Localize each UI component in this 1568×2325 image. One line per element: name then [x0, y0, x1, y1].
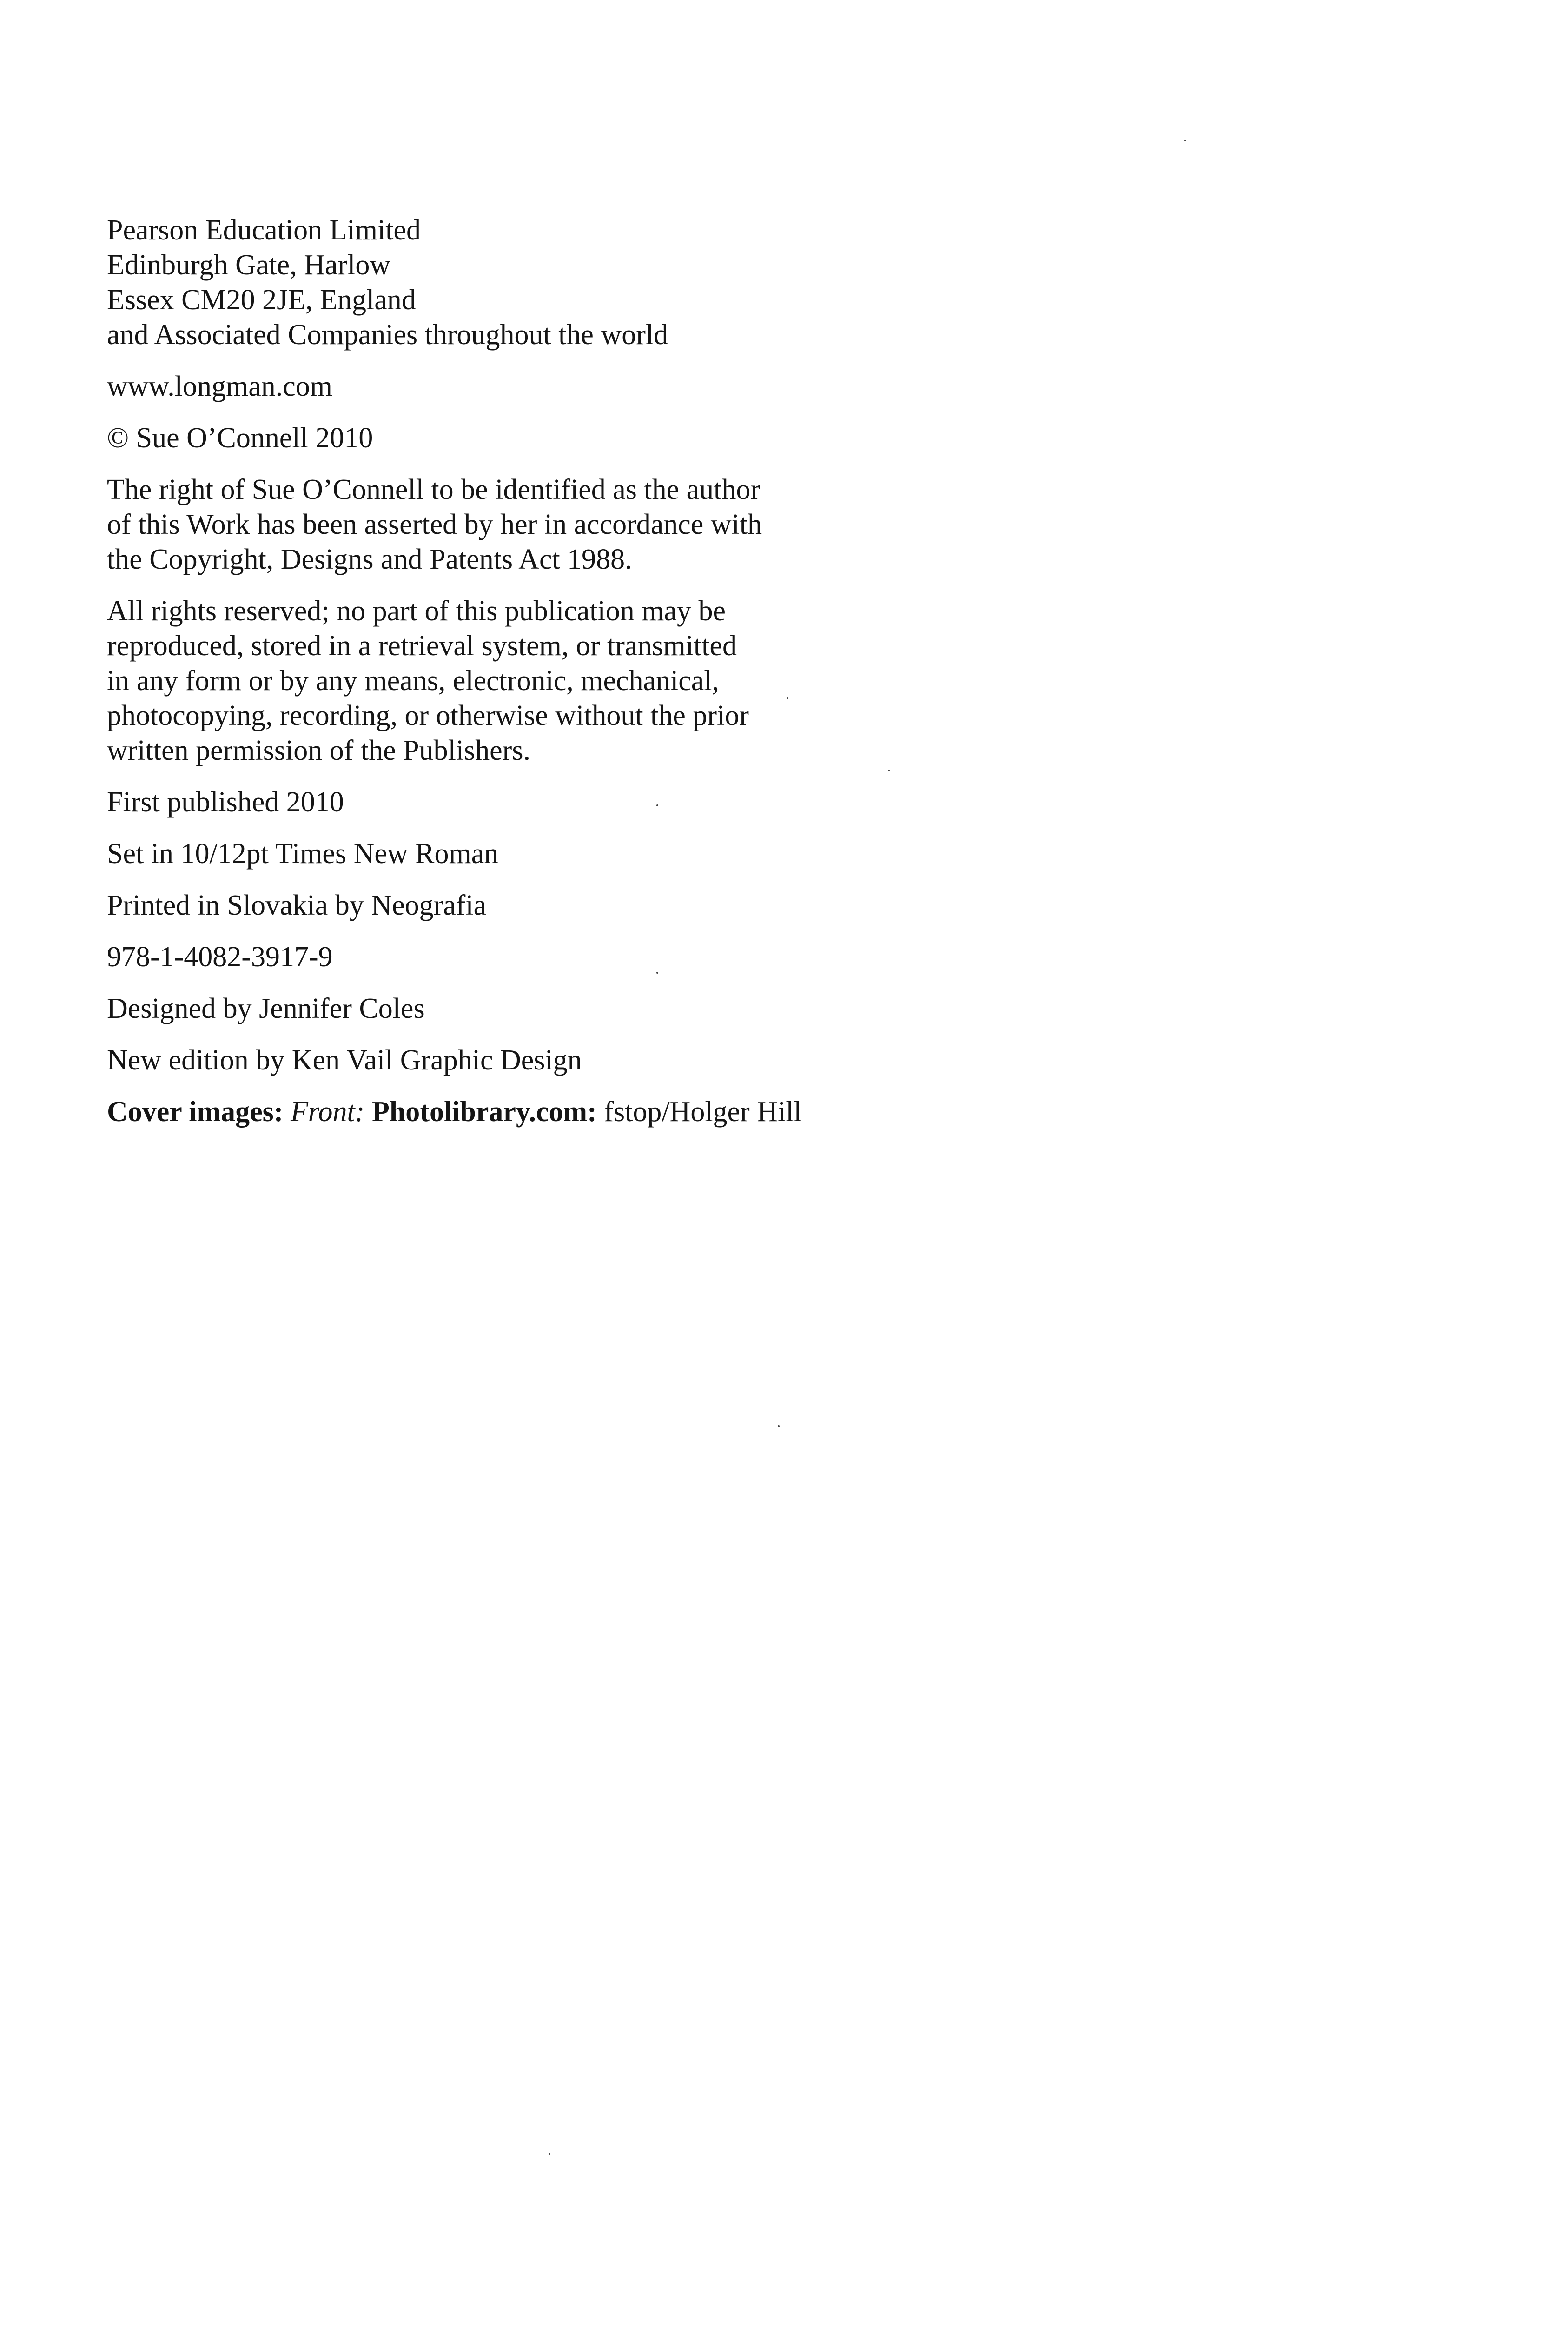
cover-credit-position: Front: [290, 1096, 365, 1128]
cover-credit-photographer: fstop/Holger Hill [604, 1096, 802, 1128]
moral-rights-statement [107, 472, 851, 577]
scan-speck [888, 770, 890, 771]
new-edition-credit: New edition by Ken Vail Graphic Design [107, 1044, 582, 1076]
printer-info: Printed in Slovakia by Neografia [107, 890, 487, 921]
cover-credit-label: Cover images: [107, 1096, 284, 1128]
rights-reserved-statement [107, 594, 851, 768]
typeset-info: Set in 10/12pt Times New Roman [107, 838, 499, 870]
cover-credit-source: Photolibrary.com: [371, 1096, 597, 1128]
rights-reserved-line: written permission of the Publishers. [107, 735, 530, 766]
scan-speck [1184, 140, 1186, 141]
rights-reserved-line: All rights reserved; no part of this publication may be [107, 595, 726, 627]
scan-speck [549, 2153, 550, 2155]
copyright-notice: © Sue O’Connell 2010 [107, 422, 373, 454]
scan-speck [787, 698, 788, 699]
cover-image-credit [107, 1095, 851, 1129]
scan-speck [656, 804, 658, 806]
scan-speck [656, 972, 658, 974]
isbn: 978-1-4082-3917-9 [107, 941, 333, 973]
moral-rights-line: the Copyright, Designs and Patents Act 1988. [107, 544, 632, 575]
publisher-address [107, 213, 851, 352]
imprint-block [107, 213, 851, 1129]
publisher-name: Pearson Education Limited [107, 214, 421, 246]
first-published: First published 2010 [107, 786, 344, 818]
moral-rights-line: The right of Sue O’Connell to be identified as the author [107, 474, 760, 505]
designer-credit: Designed by Jennifer Coles [107, 993, 425, 1024]
rights-reserved-line: reproduced, stored in a retrieval system, or transmitted [107, 630, 737, 662]
publisher-website: www.longman.com [107, 371, 333, 402]
publisher-associated-companies: and Associated Companies throughout the world [107, 319, 668, 351]
publisher-address-line-1: Edinburgh Gate, Harlow [107, 249, 391, 281]
moral-rights-line: of this Work has been asserted by her in accordance with [107, 509, 762, 540]
rights-reserved-line: in any form or by any means, electronic, mechanical, [107, 665, 719, 697]
rights-reserved-line: photocopying, recording, or otherwise without the prior [107, 700, 749, 731]
publisher-address-line-2: Essex CM20 2JE, England [107, 284, 416, 316]
scan-speck [778, 1425, 780, 1427]
